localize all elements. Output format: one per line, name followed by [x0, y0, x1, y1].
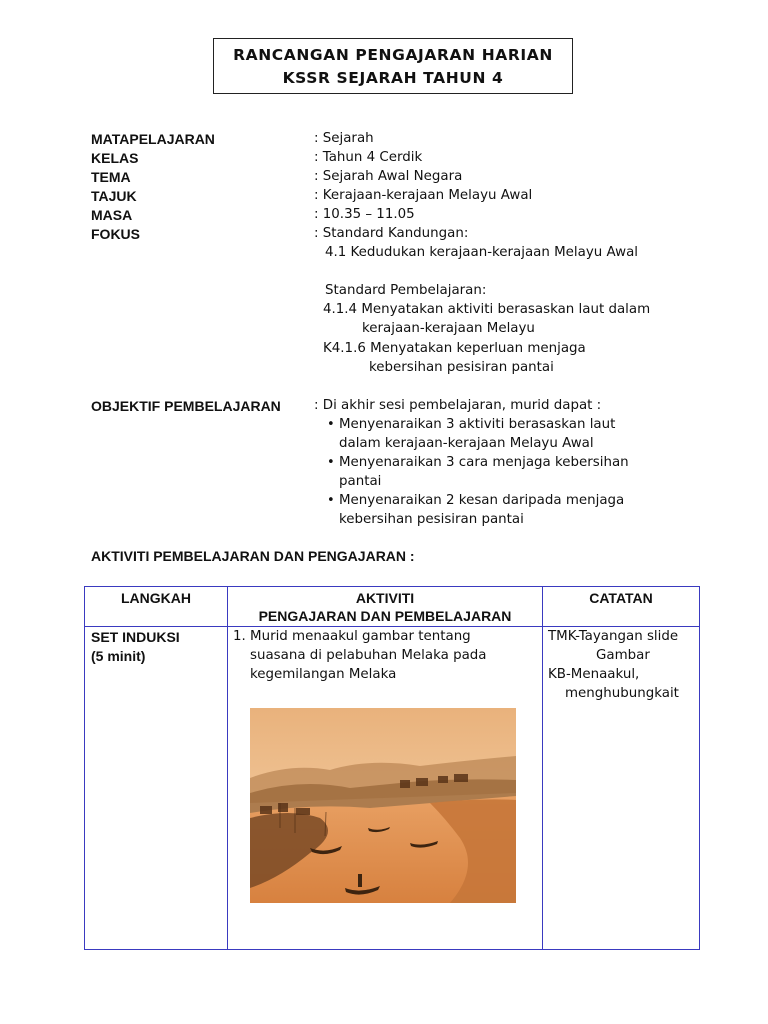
masa-value: : 10.35 – 11.05 [314, 207, 415, 222]
objektif-b3-line2: kebersihan pesisiran pantai [339, 512, 524, 527]
step-name: SET INDUKSI [91, 629, 180, 645]
objektif-b2-line2: pantai [339, 474, 382, 489]
matapelajaran-label: MATAPELAJARAN [91, 131, 215, 147]
fokus-line-5: kerajaan-kerajaan Melayu [362, 321, 535, 336]
kelas-value: : Tahun 4 Cerdik [314, 150, 423, 165]
table-divider [542, 587, 543, 949]
tema-label: TEMA [91, 169, 131, 185]
objektif-b3-line1: Menyenaraikan 2 kesan daripada menjaga [339, 493, 625, 508]
fokus-line-4: 4.1.4 Menyatakan aktiviti berasaskan laut dalam [323, 302, 651, 317]
bullet-icon: • [327, 455, 335, 470]
step-duration: (5 minit) [91, 648, 146, 664]
melaka-harbour-painting [250, 708, 516, 903]
aktiviti-heading: AKTIVITI PEMBELAJARAN DAN PENGAJARAN : [91, 548, 415, 564]
tajuk-label: TAJUK [91, 188, 137, 204]
bullet-icon: • [327, 493, 335, 508]
bullet-icon: • [327, 417, 335, 432]
fokus-line-6: K4.1.6 Menyatakan keperluan menjaga [323, 341, 586, 356]
fokus-line-2: 4.1 Kedudukan kerajaan-kerajaan Melayu Awal [325, 245, 639, 260]
note-line-3: KB-Menaakul, [548, 667, 640, 682]
objektif-b1-line2: dalam kerajaan-kerajaan Melayu Awal [339, 436, 594, 451]
header-catatan: CATATAN [589, 590, 653, 606]
activity-line-2: suasana di pelabuhan Melaka pada [250, 648, 487, 663]
tajuk-value: : Kerajaan-kerajaan Melayu Awal [314, 188, 533, 203]
fokus-line-1: : Standard Kandungan: [314, 226, 469, 241]
objektif-label: OBJEKTIF PEMBELAJARAN [91, 398, 281, 414]
table-divider [85, 626, 699, 627]
note-line-2: Gambar [596, 648, 650, 663]
header-langkah: LANGKAH [121, 590, 191, 606]
fokus-label: FOKUS [91, 226, 140, 242]
objektif-intro: : Di akhir sesi pembelajaran, murid dapat : [314, 398, 602, 413]
activity-line-3: kegemilangan Melaka [250, 667, 397, 682]
activity-line-1: 1. Murid menaakul gambar tentang [233, 629, 471, 644]
header-aktiviti-line1: AKTIVITI [355, 590, 415, 606]
tema-value: : Sejarah Awal Negara [314, 169, 463, 184]
fokus-line-7: kebersihan pesisiran pantai [369, 360, 554, 375]
title-line-2: KSSR SEJARAH TAHUN 4 [282, 69, 504, 87]
fokus-line-3: Standard Pembelajaran: [325, 283, 487, 298]
objektif-b2-line1: Menyenaraikan 3 cara menjaga kebersihan [339, 455, 629, 470]
note-line-4: menghubungkait [565, 686, 679, 701]
objektif-b1-line1: Menyenaraikan 3 aktiviti berasaskan laut [339, 417, 616, 432]
activity-table [84, 586, 700, 950]
masa-label: MASA [91, 207, 133, 223]
title-box [213, 38, 573, 94]
matapelajaran-value: : Sejarah [314, 131, 374, 146]
header-aktiviti-line2: PENGAJARAN DAN PEMBELAJARAN [258, 608, 512, 624]
title-line-1: RANCANGAN PENGAJARAN HARIAN [233, 46, 553, 64]
table-divider [227, 587, 228, 949]
note-line-1: TMK-Tayangan slide [548, 629, 679, 644]
kelas-label: KELAS [91, 150, 139, 166]
